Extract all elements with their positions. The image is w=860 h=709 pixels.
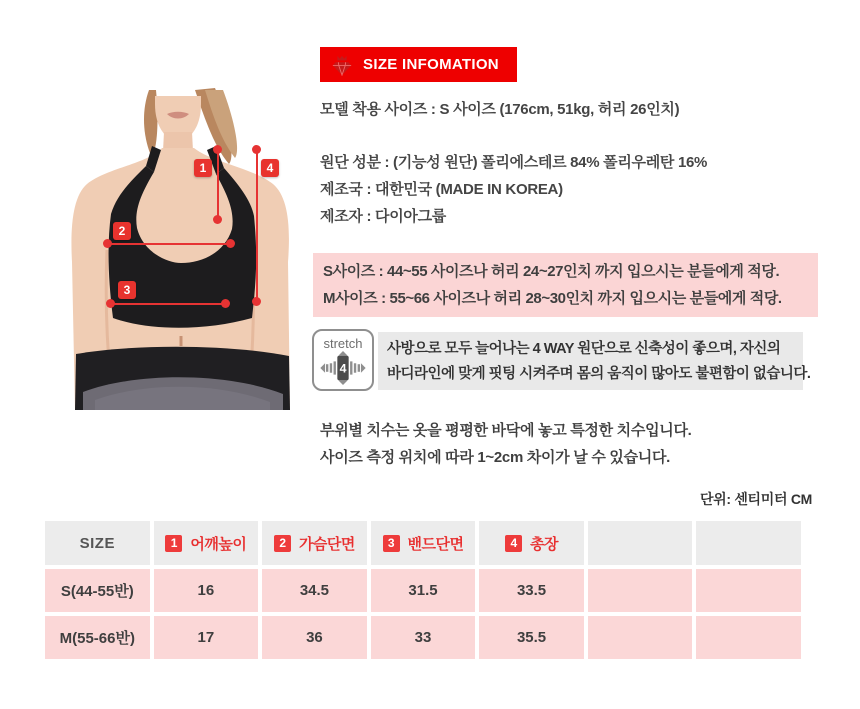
column-number-badge: 1 (165, 535, 182, 552)
table-header-size: SIZE (45, 521, 150, 565)
stretch-description-box (378, 332, 811, 390)
table-cell-empty (588, 616, 693, 659)
measure-dot (213, 145, 222, 154)
stretch-desc-line1: 사방으로 모두 늘어나는 4 WAY 원단으로 신축성이 좋으며, 자신의 (387, 341, 781, 357)
table-cell-size-s: S(44-55반) (45, 569, 150, 612)
diamond-crown-icon (331, 54, 353, 76)
table-cell: 31.5 (371, 569, 476, 612)
stretch-badge (312, 329, 374, 391)
table-cell-empty (696, 616, 801, 659)
table-header-label: 총장 (530, 535, 559, 553)
svg-text:4: 4 (339, 361, 347, 376)
measure-dot (213, 215, 222, 224)
marker-3: 3 (118, 281, 136, 299)
measure-dot (103, 239, 112, 248)
column-number-badge: 2 (274, 535, 291, 552)
measure-dot (221, 299, 230, 308)
table-cell: 33.5 (479, 569, 584, 612)
stretch-desc-line2: 바디라인에 맞게 핏팅 시켜주며 몸의 움직이 많아도 불편함이 없습니다. (387, 366, 811, 382)
table-cell-empty (588, 569, 693, 612)
table-header-empty (588, 521, 693, 565)
table-cell-size-m: M(55-66반) (45, 616, 150, 659)
table-header-band (371, 521, 476, 565)
marker-2: 2 (113, 222, 131, 240)
table-header-shoulder (154, 521, 259, 565)
table-cell: 33 (371, 616, 476, 659)
measure-dot (226, 239, 235, 248)
measure-line-4 (256, 149, 258, 301)
table-cell: 16 (154, 569, 259, 612)
column-number-badge: 3 (383, 535, 400, 552)
size-information-header (320, 47, 517, 82)
measure-line-2 (107, 243, 231, 245)
table-cell: 17 (154, 616, 259, 659)
size-table (45, 521, 801, 659)
origin-text: 제조국 : 대한민국 (MADE IN KOREA) (320, 181, 563, 198)
table-cell: 36 (262, 616, 367, 659)
stretch-4way-icon (319, 351, 367, 385)
measure-dot (252, 145, 261, 154)
measure-note-line1: 부위별 치수는 옷을 평평한 바닥에 놓고 특정한 치수입니다. (320, 422, 692, 439)
size-guide-m: M사이즈 : 55~66 사이즈나 허리 28~30인치 까지 입으시는 분들에게 적당. (323, 290, 782, 307)
marker-4: 4 (261, 159, 279, 177)
size-guide-s: S사이즈 : 44~55 사이즈나 허리 24~27인치 까지 입으시는 분들에게 적당. (323, 263, 780, 280)
table-header-chest (262, 521, 367, 565)
fabric-text: 원단 성분 : (기능성 원단) 폴리에스테르 84% 폴리우레탄 16% (320, 154, 708, 171)
model-size-text: 모델 착용 사이즈 : S 사이즈 (176cm, 51kg, 허리 26인치) (320, 101, 680, 118)
measure-dot (106, 299, 115, 308)
table-header-length (479, 521, 584, 565)
table-cell: 34.5 (262, 569, 367, 612)
size-information-title: SIZE INFOMATION (363, 56, 499, 73)
measure-dot (252, 297, 261, 306)
table-header-empty (696, 521, 801, 565)
measure-line-1 (217, 149, 219, 220)
measure-line-3 (110, 303, 226, 305)
table-cell-empty (696, 569, 801, 612)
stretch-badge-label: stretch (323, 336, 363, 351)
unit-label: 단위: 센티미터 CM (699, 491, 812, 507)
table-cell: 35.5 (479, 616, 584, 659)
marker-1: 1 (194, 159, 212, 177)
table-header-label: 가슴단면 (298, 535, 355, 553)
size-guide-box (313, 253, 818, 317)
column-number-badge: 4 (505, 535, 522, 552)
measure-note-line2: 사이즈 측정 위치에 따라 1~2cm 차이가 날 수 있습니다. (320, 449, 671, 466)
model-photo (55, 0, 305, 410)
manufacturer-text: 제조자 : 다이아그룹 (320, 208, 446, 225)
table-header-label: 밴드단면 (407, 535, 464, 553)
table-header-label: 어깨높이 (190, 535, 247, 553)
model-illustration (55, 0, 305, 410)
